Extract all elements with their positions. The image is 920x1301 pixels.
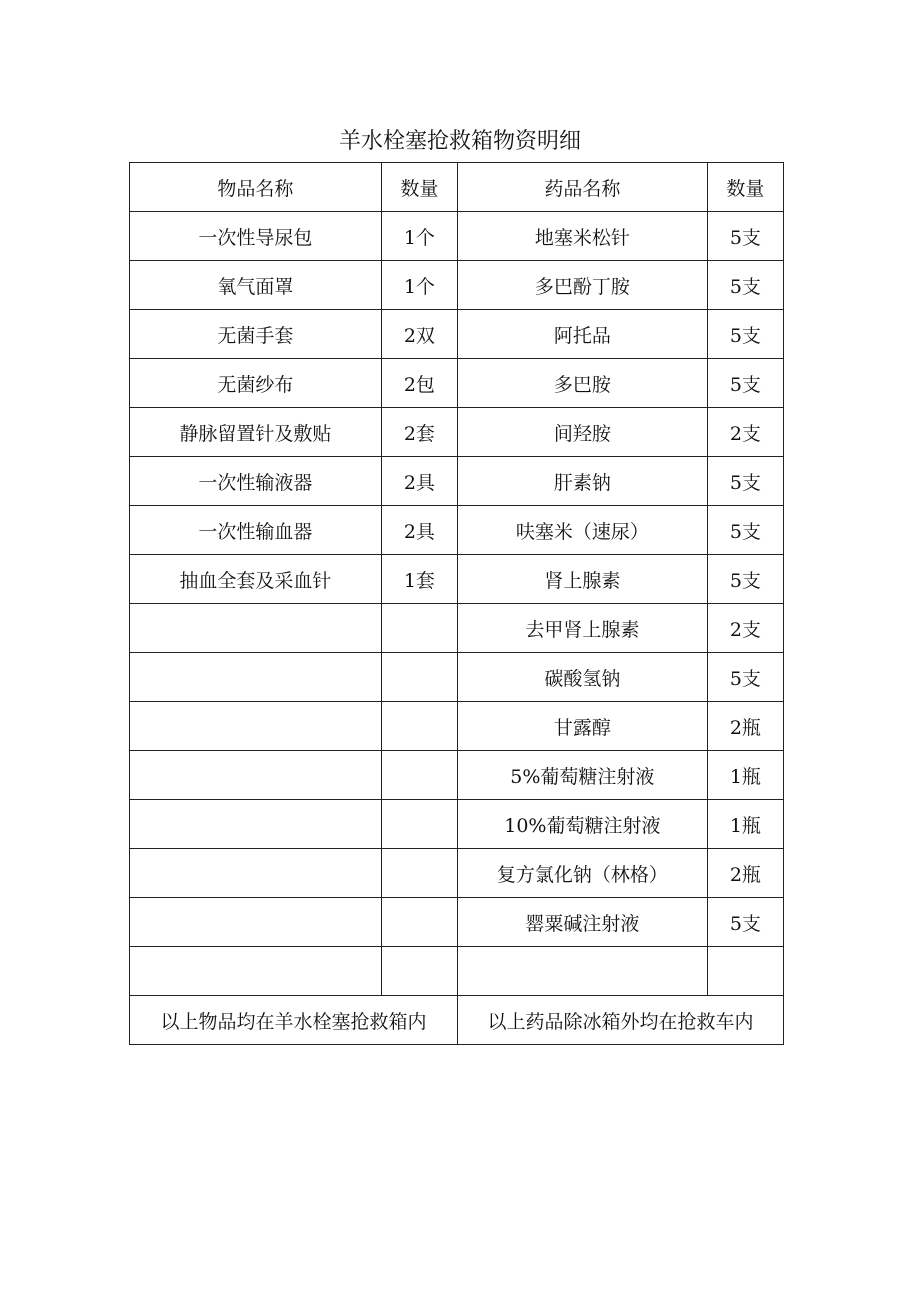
item-qty-cell: 2具 [381, 457, 457, 506]
drug-name-cell: 呋塞米（速尿） [457, 506, 707, 555]
item-qty-cell: 1套 [381, 555, 457, 604]
table-row [130, 212, 784, 261]
item-qty-cell: 1个 [381, 212, 457, 261]
item-qty-cell: 2包 [381, 359, 457, 408]
drug-name-cell: 碳酸氢钠 [457, 653, 707, 702]
drug-name-cell: 阿托品 [457, 310, 707, 359]
header-drug-name: 药品名称 [457, 163, 707, 212]
drugs-location-note: 以上药品除冰箱外均在抢救车内 [457, 996, 783, 1045]
table-row [130, 653, 784, 702]
drug-qty-cell: 5支 [707, 261, 783, 310]
drug-name-cell: 罂粟碱注射液 [457, 898, 707, 947]
drug-name-cell: 去甲肾上腺素 [457, 604, 707, 653]
item-name-cell [130, 898, 382, 947]
item-qty-cell [381, 898, 457, 947]
drug-qty-cell: 2瓶 [707, 849, 783, 898]
drug-qty-cell: 1瓶 [707, 800, 783, 849]
table-body [130, 212, 784, 996]
drug-qty-cell: 5支 [707, 653, 783, 702]
table-row [130, 947, 784, 996]
drug-name-cell [457, 947, 707, 996]
table-footer-row [130, 996, 784, 1045]
table-row [130, 751, 784, 800]
item-qty-cell [381, 849, 457, 898]
drug-name-cell: 多巴酚丁胺 [457, 261, 707, 310]
item-name-cell: 无菌手套 [130, 310, 382, 359]
item-name-cell: 静脉留置针及敷贴 [130, 408, 382, 457]
table-row [130, 849, 784, 898]
drug-name-cell: 10%葡萄糖注射液 [457, 800, 707, 849]
item-qty-cell: 2双 [381, 310, 457, 359]
drug-name-cell: 间羟胺 [457, 408, 707, 457]
item-qty-cell [381, 751, 457, 800]
drug-qty-cell [707, 947, 783, 996]
drug-name-cell: 甘露醇 [457, 702, 707, 751]
item-name-cell [130, 751, 382, 800]
table-row [130, 555, 784, 604]
item-name-cell [130, 849, 382, 898]
table-row [130, 898, 784, 947]
drug-qty-cell: 2支 [707, 408, 783, 457]
item-name-cell: 一次性导尿包 [130, 212, 382, 261]
item-qty-cell: 2具 [381, 506, 457, 555]
item-qty-cell [381, 800, 457, 849]
table-row [130, 800, 784, 849]
item-name-cell [130, 947, 382, 996]
item-qty-cell: 1个 [381, 261, 457, 310]
item-qty-cell [381, 702, 457, 751]
table-row [130, 359, 784, 408]
item-name-cell [130, 653, 382, 702]
drug-qty-cell: 2瓶 [707, 702, 783, 751]
item-qty-cell [381, 947, 457, 996]
page-title: 羊水栓塞抢救箱物资明细 [338, 129, 581, 154]
drug-qty-cell: 2支 [707, 604, 783, 653]
header-drug-qty: 数量 [707, 163, 783, 212]
item-qty-cell [381, 604, 457, 653]
table-row [130, 310, 784, 359]
item-name-cell [130, 604, 382, 653]
table-header-row [130, 163, 784, 212]
header-item-qty: 数量 [381, 163, 457, 212]
table-row [130, 506, 784, 555]
item-name-cell: 一次性输血器 [130, 506, 382, 555]
drug-name-cell: 地塞米松针 [457, 212, 707, 261]
item-name-cell: 一次性输液器 [130, 457, 382, 506]
drug-qty-cell: 5支 [707, 457, 783, 506]
drug-qty-cell: 5支 [707, 359, 783, 408]
drug-qty-cell: 5支 [707, 212, 783, 261]
drug-qty-cell: 1瓶 [707, 751, 783, 800]
item-name-cell [130, 800, 382, 849]
header-item-name: 物品名称 [130, 163, 382, 212]
drug-name-cell: 肾上腺素 [457, 555, 707, 604]
item-name-cell: 无菌纱布 [130, 359, 382, 408]
drug-qty-cell: 5支 [707, 555, 783, 604]
table-row [130, 702, 784, 751]
drug-qty-cell: 5支 [707, 898, 783, 947]
drug-name-cell: 肝素钠 [457, 457, 707, 506]
table-row [130, 261, 784, 310]
drug-name-cell: 复方氯化钠（林格） [457, 849, 707, 898]
item-qty-cell: 2套 [381, 408, 457, 457]
drug-qty-cell: 5支 [707, 506, 783, 555]
table-row [130, 408, 784, 457]
item-name-cell: 氧气面罩 [130, 261, 382, 310]
table-row [130, 604, 784, 653]
drug-name-cell: 5%葡萄糖注射液 [457, 751, 707, 800]
drug-name-cell: 多巴胺 [457, 359, 707, 408]
drug-qty-cell: 5支 [707, 310, 783, 359]
table-row [130, 457, 784, 506]
items-location-note: 以上物品均在羊水栓塞抢救箱内 [130, 996, 458, 1045]
item-name-cell: 抽血全套及采血针 [130, 555, 382, 604]
item-qty-cell [381, 653, 457, 702]
item-name-cell [130, 702, 382, 751]
inventory-table [129, 162, 784, 1045]
